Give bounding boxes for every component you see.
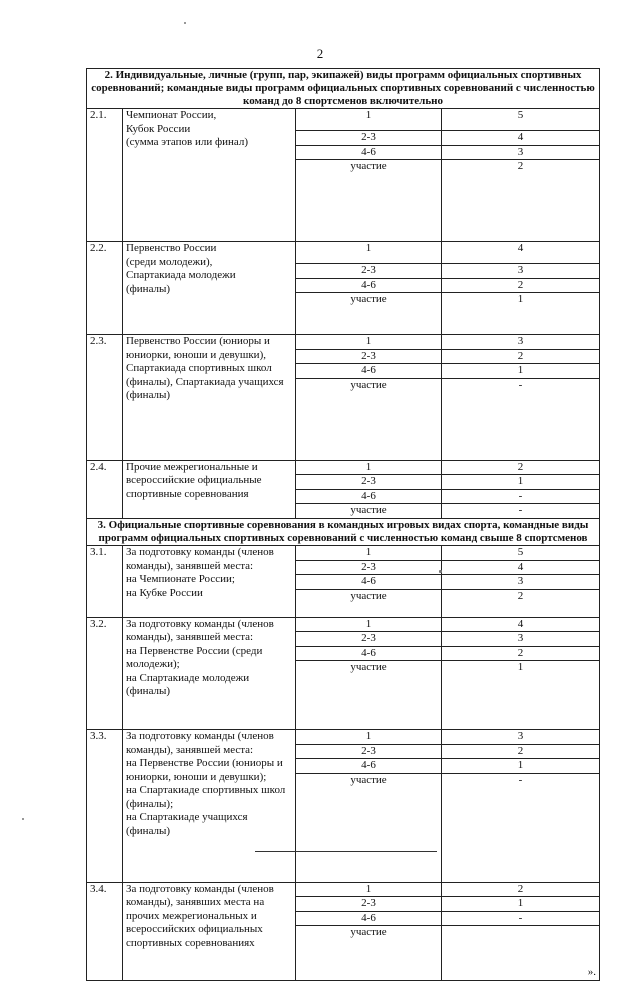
points-cell: 4 xyxy=(442,560,600,575)
table-row xyxy=(87,882,600,897)
table-row xyxy=(87,617,600,632)
place-cell: 1 xyxy=(296,546,442,561)
points-cell: 2 xyxy=(442,589,600,617)
points-cell: 1 xyxy=(442,293,600,335)
table-row xyxy=(87,242,600,264)
item-description: Первенство России (среди молодежи), Спартакиада молодежи (финалы) xyxy=(123,242,296,335)
points-cell: - xyxy=(442,911,600,926)
section-header-row xyxy=(87,69,600,109)
table-row xyxy=(87,335,600,350)
place-cell: 2-3 xyxy=(296,560,442,575)
place-cell: 4-6 xyxy=(296,145,442,160)
points-cell: 4 xyxy=(442,617,600,632)
place-cell: 4-6 xyxy=(296,364,442,379)
item-description: Прочие межрегиональные и всероссийские официальные спортивные соревнования xyxy=(123,460,296,519)
scan-speck xyxy=(22,818,24,820)
item-description: За подготовку команды (членов команды), занявших места на прочих межрегиональных и всероссийских официальных спортивных соревнованиях xyxy=(123,882,296,981)
points-cell: 4 xyxy=(442,131,600,146)
points-cell: 2 xyxy=(442,744,600,759)
place-cell: 1 xyxy=(296,109,442,131)
place-cell: 4-6 xyxy=(296,911,442,926)
place-cell: 4-6 xyxy=(296,575,442,590)
place-cell: участие xyxy=(296,589,442,617)
points-cell: 1 xyxy=(442,475,600,490)
place-cell: 2-3 xyxy=(296,349,442,364)
item-number: 3.1. xyxy=(87,546,123,618)
place-cell: 2-3 xyxy=(296,475,442,490)
item-number: 2.4. xyxy=(87,460,123,519)
place-cell: 1 xyxy=(296,242,442,264)
points-cell: 3 xyxy=(442,264,600,279)
points-cell: 3 xyxy=(442,145,600,160)
points-cell: 2 xyxy=(442,460,600,475)
place-cell: 2-3 xyxy=(296,897,442,912)
points-cell: 2 xyxy=(442,646,600,661)
item-number: 2.1. xyxy=(87,109,123,242)
points-cell: 5 xyxy=(442,546,600,561)
points-cell: - xyxy=(442,378,600,460)
item-number: 2.2. xyxy=(87,242,123,335)
points-cell xyxy=(442,926,600,981)
points-cell: 1 xyxy=(442,759,600,774)
section-title: 2. Индивидуальные, личные (групп, пар, экипажей) виды программ официальных спортивных соревнований; командные виды программ официальных спортивных соревнований с численностью команд до 8 спортсменов включительно xyxy=(87,69,600,109)
page-number: 2 xyxy=(316,46,324,61)
place-cell: участие xyxy=(296,378,442,460)
points-cell: 2 xyxy=(442,278,600,293)
table-row xyxy=(87,460,600,475)
table-row xyxy=(87,730,600,745)
place-cell: 2-3 xyxy=(296,131,442,146)
footer-rule xyxy=(255,851,437,852)
place-cell: участие xyxy=(296,661,442,730)
place-cell: 1 xyxy=(296,335,442,350)
place-cell: участие xyxy=(296,926,442,981)
item-description: За подготовку команды (членов команды), занявшей места: на Чемпионате России; на Кубке России xyxy=(123,546,296,618)
points-cell: 2 xyxy=(442,160,600,242)
place-cell: 4-6 xyxy=(296,646,442,661)
points-cell: - xyxy=(442,504,600,519)
points-cell: 2 xyxy=(442,882,600,897)
points-cell: 4 xyxy=(442,242,600,264)
item-number: 3.4. xyxy=(87,882,123,981)
points-cell: - xyxy=(442,773,600,882)
points-cell: 5 xyxy=(442,109,600,131)
scan-speck xyxy=(439,570,442,573)
points-cell: 3 xyxy=(442,335,600,350)
closing-quote: ». xyxy=(587,966,597,978)
place-cell: участие xyxy=(296,773,442,882)
place-cell: 1 xyxy=(296,617,442,632)
place-cell: 2-3 xyxy=(296,744,442,759)
place-cell: 4-6 xyxy=(296,489,442,504)
place-cell: 2-3 xyxy=(296,632,442,647)
scan-speck xyxy=(184,22,186,24)
points-cell: 3 xyxy=(442,632,600,647)
section-title: 3. Официальные спортивные соревнования в командных игровых видах спорта, командные виды программ официальных спортивных соревнований с численностью команд свыше 8 спортсменов xyxy=(87,519,600,546)
item-description: Первенство России (юниоры и юниорки, юноши и девушки), Спартакиада спортивных школ (финалы), Спартакиада учащихся (финалы) xyxy=(123,335,296,461)
points-cell: 2 xyxy=(442,349,600,364)
item-description: За подготовку команды (членов команды), занявшей места: на Первенстве России (юниоры и юниорки, юноши и девушки); на Спартакиаде спортивных школ (финалы); на Спартакиаде учащихся (финалы) xyxy=(123,730,296,883)
item-number: 3.2. xyxy=(87,617,123,730)
item-description: За подготовку команды (членов команды), занявшей места: на Первенстве России (среди молодежи); на Спартакиаде молодежи (финалы) xyxy=(123,617,296,730)
points-cell: 1 xyxy=(442,661,600,730)
place-cell: 2-3 xyxy=(296,264,442,279)
item-number: 2.3. xyxy=(87,335,123,461)
scoring-table xyxy=(86,68,600,981)
place-cell: участие xyxy=(296,160,442,242)
points-cell: 1 xyxy=(442,897,600,912)
points-cell: 1 xyxy=(442,364,600,379)
place-cell: участие xyxy=(296,293,442,335)
place-cell: 4-6 xyxy=(296,278,442,293)
item-description: Чемпионат России, Кубок России (сумма этапов или финал) xyxy=(123,109,296,242)
table-row xyxy=(87,546,600,561)
item-number: 3.3. xyxy=(87,730,123,883)
points-cell: 3 xyxy=(442,575,600,590)
points-cell: - xyxy=(442,489,600,504)
place-cell: 4-6 xyxy=(296,759,442,774)
place-cell: участие xyxy=(296,504,442,519)
place-cell: 1 xyxy=(296,460,442,475)
table-row xyxy=(87,109,600,131)
points-cell: 3 xyxy=(442,730,600,745)
place-cell: 1 xyxy=(296,882,442,897)
place-cell: 1 xyxy=(296,730,442,745)
section-header-row xyxy=(87,519,600,546)
